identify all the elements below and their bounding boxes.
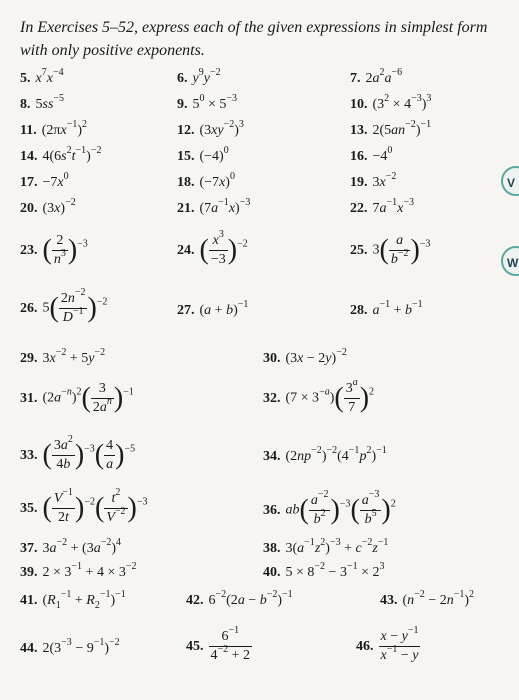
exercise-5: 5. $x^7x^{-4}$ [20, 67, 64, 86]
exercise-9: 9. $5^0 \times 5^{-3}$ [177, 93, 238, 112]
exercise-35: 35. ( $\frac{V^{-1}}{2t}$ )$^{-2}$( $\frac{t^2}{V^{-2}}$ )$^{-3}$ [20, 487, 148, 525]
exercise-15: 15. $(-4)^0$ [177, 145, 229, 164]
exercise-12: 12. $(3xy^{-2})^3$ [177, 119, 244, 138]
exercise-26: 26. 5( $\frac{2n^{-2}}{D^{-1}}$ )$^{-2}$ [20, 287, 108, 325]
exercise-30: 30. $(3x - 2y)^{-2}$ [263, 347, 347, 366]
exercise-23: 23. ( $\frac{2}{n^3}$ )$^{-3}$ [20, 233, 88, 267]
exercise-41: 41. $(R_1^{-1} + R_2^{-1})^{-1}$ [20, 589, 126, 611]
exercise-33: 33. ( $\frac{3a^2}{4b}$ )$^{-3}$( $\frac{4}{a}$ )$^{-5}$ [20, 434, 136, 472]
exercise-40: 40. $5 \times 8^{-2} - 3^{-1} \times 2^3$ [263, 561, 385, 580]
exercise-45: 45. $\frac{6^{-1}}{4^{-2} + 2}$ [186, 625, 251, 663]
exercise-39: 39. $2 \times 3^{-1} + 4 \times 3^{-2}$ [20, 561, 137, 580]
exercise-31: 31. $(2a^{-n})^2$( $\frac{3}{2a^n}$ )$^{-1}$ [20, 381, 134, 415]
exercise-43: 43. $(n^{-2} - 2n^{-1})^2$ [380, 589, 475, 608]
exercise-instruction: In Exercises 5–52, express each of the given expressions in simplest form with only positive exponents. [20, 19, 488, 59]
edge-tab-w: W [501, 246, 519, 276]
exercise-8: 8. $5ss^{-5}$ [20, 93, 65, 112]
exercise-20: 20. $(3x)^{-2}$ [20, 197, 76, 216]
exercise-22: 22. $7a^{-1}x^{-3}$ [350, 197, 414, 216]
exercise-16: 16. $-4^0$ [350, 145, 393, 164]
exercise-27: 27. $(a + b)^{-1}$ [177, 299, 249, 318]
exercise-29: 29. $3x^{-2} + 5y^{-2}$ [20, 347, 106, 366]
exercise-19: 19. $3x^{-2}$ [350, 171, 397, 190]
exercise-17: 17. $-7x^0$ [20, 171, 69, 190]
exercise-34: 34. $(2np^{-2})^{-2}(4^{-1}p^2)^{-1}$ [263, 445, 387, 464]
exercise-18: 18. $(-7x)^0$ [177, 171, 235, 190]
exercise-38: 38. $3(a^{-1}z^2)^{-3} + c^{-2}z^{-1}$ [263, 537, 389, 556]
exercise-10: 10. $(3^2 \times 4^{-3})^3$ [350, 93, 432, 112]
exercise-37: 37. $3a^{-2} + (3a^{-2})^4$ [20, 537, 122, 556]
exercise-46: 46. $\frac{x - y^{-1}}{x^{-1} - y}$ [356, 625, 419, 663]
exercise-42: 42. $6^{-2}(2a - b^{-2})^{-1}$ [186, 589, 293, 608]
exercise-11: 11. $(2\pi x^{-1})^2$ [20, 119, 87, 138]
exercise-28: 28. $a^{-1} + b^{-1}$ [350, 299, 423, 318]
exercise-6: 6. $y^9y^{-2}$ [177, 67, 221, 86]
exercise-14: 14. $4(6s^2t^{-1})^{-2}$ [20, 145, 102, 164]
exercise-7: 7. $2a^2a^{-6}$ [350, 67, 403, 86]
exercise-44: 44. $2(3^{-3} - 9^{-1})^{-2}$ [20, 637, 120, 656]
exercise-24: 24. ( $\frac{x^3}{-3}$ )$^{-2}$ [177, 229, 248, 267]
exercise-36: 36. ab( $\frac{a^{-2}}{b^2}$ )$^{-3}$( $\frac{a^{-3}}{b^5}$ )$^2$ [263, 489, 396, 527]
exercise-13: 13. $2(5an^{-2})^{-1}$ [350, 119, 432, 138]
exercise-25: 25. 3( $\frac{a}{b^{-2}}$ )$^{-3}$ [350, 233, 431, 267]
edge-tab-v: V [501, 166, 519, 196]
exercise-21: 21. $(7a^{-1}x)^{-3}$ [177, 197, 251, 216]
exercise-32: 32. $(7 \times 3^{-a})$( $\frac{3^a}{7}$ )$^2$ [263, 377, 375, 415]
